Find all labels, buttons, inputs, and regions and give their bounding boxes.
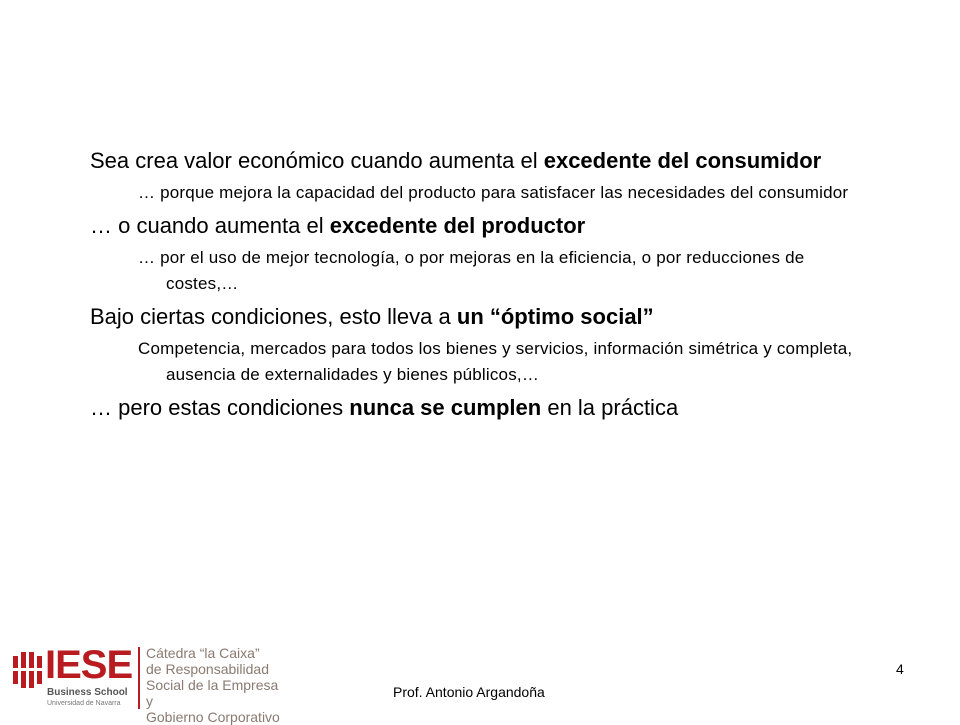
bullet-2 [90, 211, 880, 241]
chair-line: de Responsabilidad [146, 661, 269, 677]
iese-logo [13, 643, 283, 725]
bullet-emphasis: nunca se cumplen [349, 395, 542, 420]
chair-line: Cátedra “la Caixa” [146, 645, 260, 661]
page-number: 4 [896, 661, 904, 677]
iese-emblem-icon [13, 650, 43, 690]
bullet-text: … pero estas condiciones [90, 395, 350, 420]
university-label: Universidad de Navarra [47, 700, 121, 707]
logo-divider [138, 647, 140, 709]
bullet-3 [90, 302, 880, 332]
bullet-text: en la práctica [541, 395, 679, 420]
bullet-text: Sea crea valor económico cuando aumenta el [90, 148, 544, 173]
sub-bullet: … porque mejora la capacidad del producto para satisfacer las necesidades del consumidor [138, 183, 849, 202]
sub-bullet: Competencia, mercados para todos los bienes y servicios, información simétrica y completa, ausencia de externalidades y bienes públicos,… [138, 339, 853, 384]
bullet-text: Bajo ciertas condiciones, esto lleva a [90, 304, 457, 329]
business-school-label: Business School [47, 687, 128, 698]
bullet-text: … o cuando aumenta el [90, 213, 330, 238]
bullet-1 [90, 146, 880, 176]
bullet-4 [90, 393, 880, 423]
chair-line: Social de la Empresa y [146, 677, 279, 709]
slide-body [90, 146, 880, 427]
bullet-emphasis: excedente del productor [329, 213, 586, 238]
chair-name [146, 645, 283, 725]
bullet-emphasis: excedente del consumidor [543, 148, 822, 173]
bullet-emphasis: un “óptimo social” [456, 304, 654, 329]
sub-bullet: … por el uso de mejor tecnología, o por mejoras en la eficiencia, o por reducciones de costes,… [138, 248, 805, 293]
iese-wordmark: IESE [45, 643, 133, 687]
chair-line: Gobierno Corporativo [146, 709, 280, 725]
footer-author: Prof. Antonio Argandoña [393, 684, 545, 700]
